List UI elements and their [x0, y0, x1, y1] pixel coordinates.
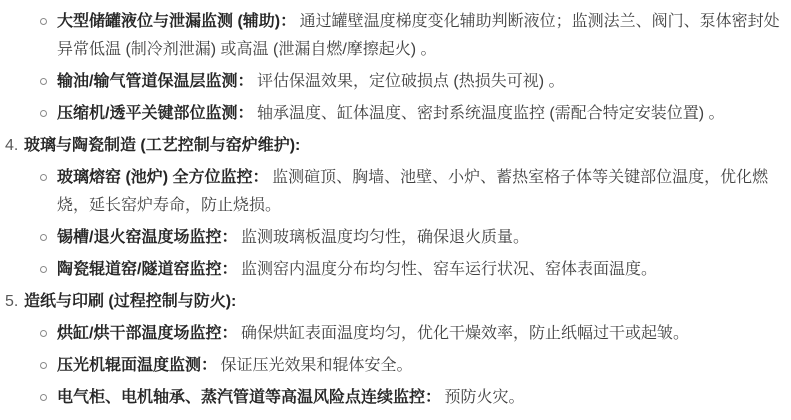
item-text: 保证压光效果和辊体安全。: [220, 357, 413, 374]
item-label: 玻璃熔窑 (池炉) 全方位监控：: [57, 169, 269, 186]
circle-bullet-icon: [40, 330, 47, 337]
item-label: 烘缸/烘干部温度场监控：: [57, 325, 238, 342]
list-item: [0, 384, 787, 412]
item-text: 预防火灾。: [444, 389, 525, 406]
item-label: 输油/输气管道保温层监测：: [57, 73, 254, 90]
item-label: 压光机辊面温度监测：: [57, 357, 218, 374]
circle-bullet-icon: [40, 174, 47, 181]
item-text: 评估保温效果，定位破损点 (热损失可视) 。: [256, 73, 565, 90]
section-title: 造纸与印刷 (过程控制与防火):: [23, 293, 237, 310]
sub-bullet-list: [0, 320, 787, 412]
section-title: 玻璃与陶瓷制造 (工艺控制与窑炉维护):: [23, 137, 301, 154]
section: [0, 288, 787, 412]
circle-bullet-icon: [40, 394, 47, 401]
circle-bullet-icon: [40, 234, 47, 241]
item-label: 陶瓷辊道窑/隧道窑监控：: [57, 261, 238, 278]
item-text: 确保烘缸表面温度均匀，优化干燥效率，防止纸幅过干或起皱。: [240, 325, 689, 342]
circle-bullet-icon: [40, 266, 47, 273]
section-heading: [0, 132, 787, 160]
sub-bullet-list: [0, 8, 787, 128]
item-text: 监测碹顶、胸墙、池壁、小炉、蓄热室格子体等关键部位温度，优化燃烧，延长窑炉寿命，防止烧损。: [57, 169, 769, 214]
section: [0, 132, 787, 284]
section-number: 5.: [5, 293, 19, 310]
circle-bullet-icon: [40, 110, 47, 117]
item-label: 电气柜、电机轴承、蒸汽管道等高温风险点连续监控：: [57, 389, 442, 406]
list-item: [0, 100, 787, 128]
list-item: [0, 8, 787, 64]
list-item: [0, 352, 787, 380]
circle-bullet-icon: [40, 18, 47, 25]
list-item: [0, 68, 787, 96]
circle-bullet-icon: [40, 362, 47, 369]
numbered-section-list: [0, 132, 787, 412]
item-text: 监测窑内温度分布均匀性、窑车运行状况、窑体表面温度。: [240, 261, 657, 278]
circle-bullet-icon: [40, 78, 47, 85]
list-item: [0, 164, 787, 220]
list-item: [0, 320, 787, 348]
list-item: [0, 224, 787, 252]
item-label: 压缩机/透平关键部位监测：: [57, 105, 254, 122]
item-text: 轴承温度、缸体温度、密封系统温度监控 (需配合特定安装位置) 。: [256, 105, 725, 122]
item-text: 通过罐壁温度梯度变化辅助判断液位；监测法兰、阀门、泵体密封处异常低温 (制冷剂泄漏) 或高温 (泄漏自燃/摩擦起火) 。: [57, 13, 780, 58]
section-number: 4.: [5, 137, 19, 154]
sub-bullet-list: [0, 164, 787, 284]
list-item: [0, 256, 787, 284]
section-heading: [0, 288, 787, 316]
item-label: 锡槽/退火窑温度场监控：: [57, 229, 238, 246]
item-text: 监测玻璃板温度均匀性，确保退火质量。: [240, 229, 529, 246]
item-label: 大型储罐液位与泄漏监测 (辅助)：: [57, 13, 297, 30]
